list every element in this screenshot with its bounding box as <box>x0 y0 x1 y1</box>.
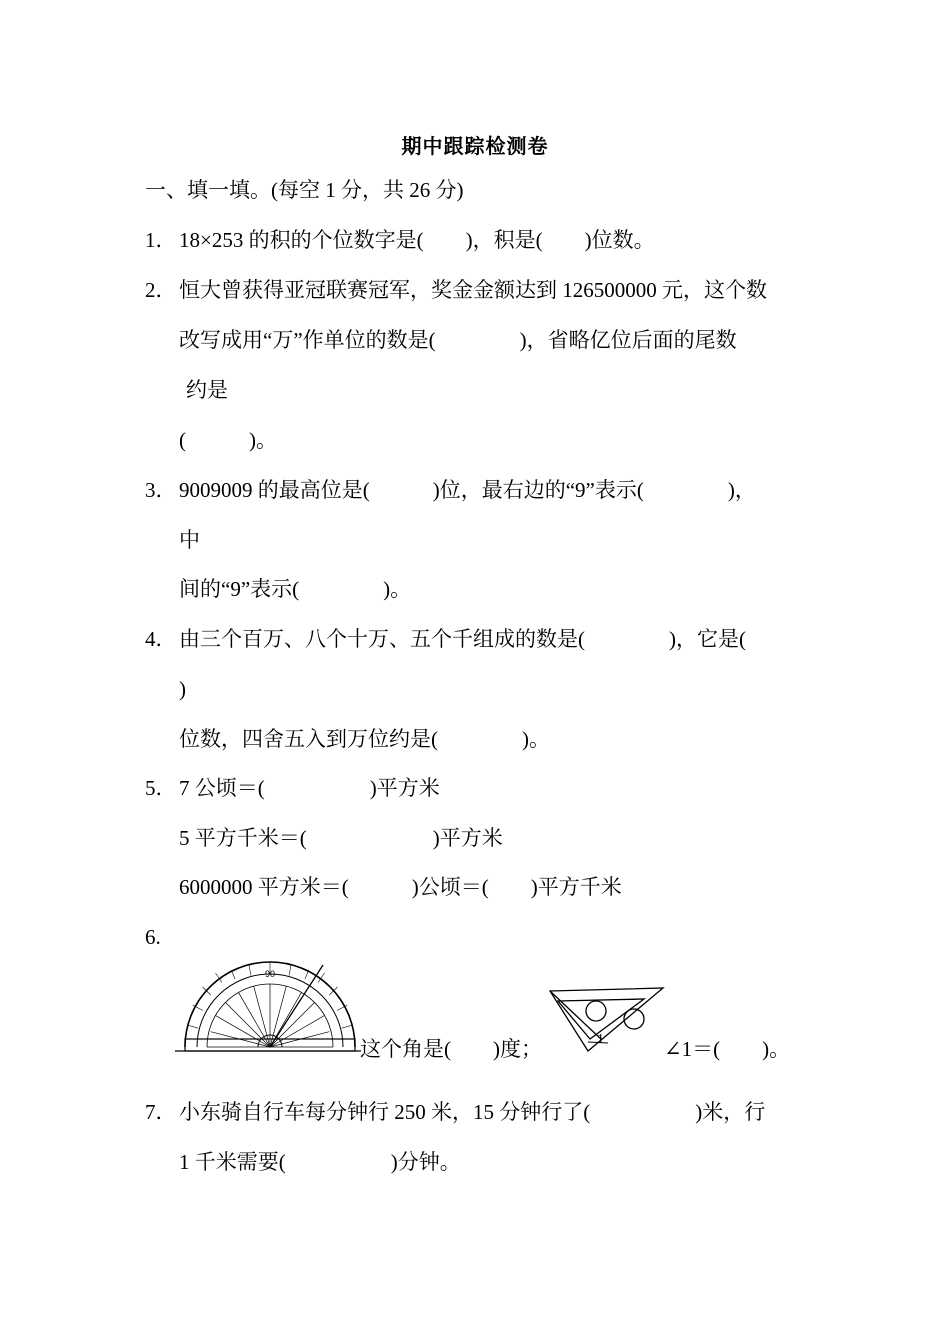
q3-line3: 间的“9”表示( )。 <box>179 577 412 601</box>
q4-line3: 位数，四舍五入到万位约是( )。 <box>179 727 550 751</box>
q4-line2: ) <box>179 677 186 701</box>
section-heading: 一、填一填。(每空 1 分，共 26 分) <box>145 178 464 202</box>
q1-number: 1． <box>145 228 177 252</box>
q5-line1: 7 公顷＝( )平方米 <box>179 776 440 800</box>
q7-number: 7． <box>145 1100 177 1124</box>
q5-line3: 6000000 平方米＝( )公顷＝( )平方千米 <box>179 875 622 899</box>
q3-line1: 9009009 的最高位是( )位，最右边的“9”表示( )， <box>179 478 756 502</box>
q7-line2: 1 千米需要( )分钟。 <box>179 1150 461 1174</box>
q2-line3: 约是 <box>186 378 228 402</box>
q5-line2: 5 平方千米＝( )平方米 <box>179 826 503 850</box>
q4-line1: 由三个百万、八个十万、五个千组成的数是( )，它是( <box>179 627 746 651</box>
q2-line4: ( )。 <box>179 428 277 452</box>
q2-number: 2． <box>145 278 177 302</box>
q7-line1: 小东骑自行车每分钟行 250 米，15 分钟行了( )米，行 <box>179 1100 766 1124</box>
q6-text-a: 这个角是( )度； <box>360 1037 542 1061</box>
page-title: 期中跟踪检测卷 <box>401 136 549 158</box>
q4-number: 4． <box>145 627 177 651</box>
q1-text: 18×253 的积的个位数字是( )，积是( )位数。 <box>179 228 655 252</box>
q2-line2: 改写成用“万”作单位的数是( )，省略亿位后面的尾数 <box>179 328 737 352</box>
protractor-top-label: 90 <box>264 969 276 979</box>
q3-number: 3． <box>145 478 177 502</box>
q2-line1: 恒大曾获得亚冠联赛冠军，奖金金额达到 126500000 元，这个数 <box>179 278 767 302</box>
q6-number: 6. <box>145 925 161 949</box>
angle-1-label: 1 <box>597 1032 604 1047</box>
protractor-figure <box>175 955 365 1060</box>
q5-number: 5． <box>145 776 177 800</box>
q3-line2: 中 <box>179 528 200 552</box>
triangle-ruler-figure <box>548 985 668 1057</box>
q6-text-b: ∠1＝( )。 <box>664 1037 791 1061</box>
